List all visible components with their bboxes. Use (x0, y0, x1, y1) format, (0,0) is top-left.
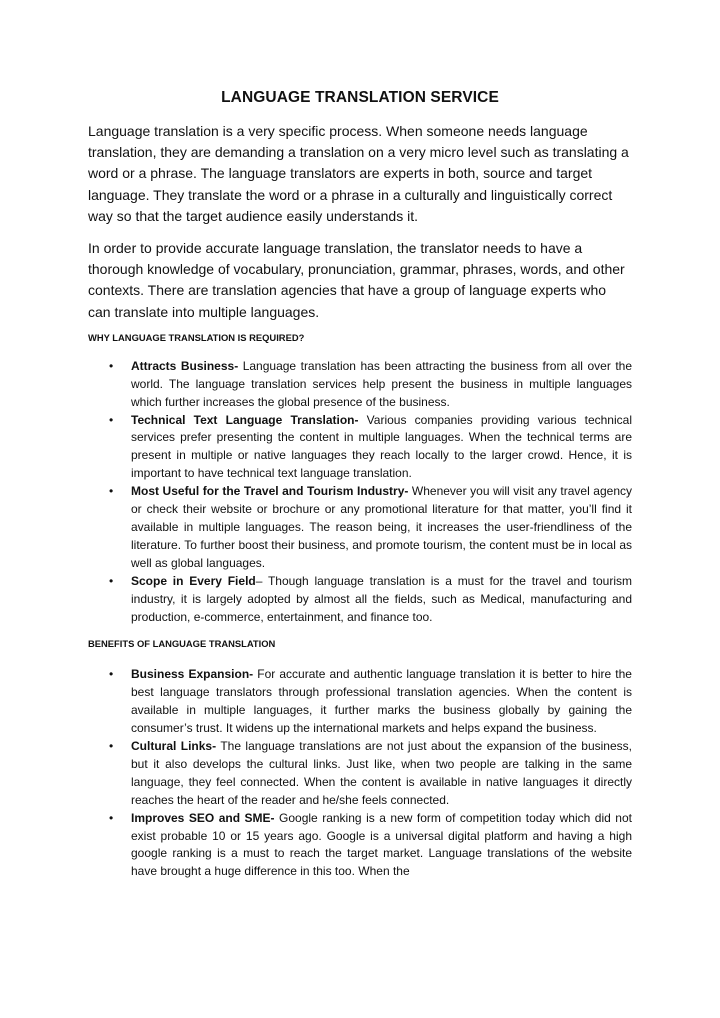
item-term: Technical Text Language Translation- (131, 412, 359, 427)
item-text: – Though language translation is a must for the travel and tourism industry, it is largely adopted by almost all the fields, such as Medical, manufacturing and production, e-commerce, entertainment, and finance too. (131, 573, 633, 624)
item-text: The language translations are not just about the expansion of the business, but it also develops the cultural links. Just like, when two people are talking in the same language, they feel connected. When the content is available in native languages it directly reaches the heart of the reader and he/she feels connected. (131, 739, 632, 807)
list-item (88, 358, 632, 412)
benefits-section-heading: BENEFITS OF LANGUAGE TRANSLATION (88, 638, 276, 650)
item-text: For accurate and authentic language translation it is better to hire the best language translators through professional translation agencies. When the content is available in multiple languages, it further marks the business globally by gaining the consumer’s trust. It widens up the international markets and helps expand the business. (131, 667, 632, 736)
list-item (88, 573, 632, 627)
benefits-list (88, 666, 632, 881)
item-term: Cultural Links- (131, 739, 217, 754)
item-text: Language translation has been attracting the business from all over the world. The language translation services help present the business in multiple languages which further increases the global presence of the business. (131, 358, 632, 409)
bullet-icon: • (109, 739, 114, 754)
item-text: Whenever you will visit any travel agency or check their website or brochure or any promotional literature for that matter, you’ll find it available in multiple languages. The reason being, it increases the user-friendliness of the literature. To further boost their business, and promote tourism, the content must be in local as well as global languages. (131, 484, 633, 570)
list-item (88, 412, 632, 484)
item-text: Various companies providing various technical services prefer presenting the content in multiple languages. When the technical terms are present in multiple or native languages they reach locally to the larger crowd. Hence, it is important to have technical text language translation. (131, 412, 632, 481)
bullet-icon: • (109, 484, 114, 499)
why-section-heading: WHY LANGUAGE TRANSLATION IS REQUIRED? (88, 331, 305, 343)
item-term: Scope in Every Field (131, 573, 256, 588)
why-list (88, 358, 632, 627)
list-item (88, 810, 632, 882)
intro-paragraph: Language translation is a very specific process. When someone needs language translation, they are demanding a translation on a very micro level such as translating a word or a phrase. The language translators are experts in both, source and target language. They translate the word or a phrase in a culturally and linguistically correct way so that the target audience easily understands it. (88, 123, 629, 224)
item-term: Attracts Business- (131, 358, 239, 373)
bullet-icon: • (109, 573, 114, 588)
bullet-icon: • (109, 667, 114, 682)
item-term: Business Expansion- (131, 667, 254, 682)
list-item (88, 666, 632, 738)
item-term: Most Useful for the Travel and Tourism Industry- (131, 484, 409, 499)
item-text: Google ranking is a new form of competition today which did not exist probable 10 or 15 years ago. Google is a universal digital platform and having a high google ranking is a must to reach the target market. Language translations of the website have brought a huge difference in this too. When the (131, 810, 632, 879)
bullet-icon: • (109, 810, 114, 825)
bullet-icon: • (109, 412, 114, 427)
document-title: LANGUAGE TRANSLATION SERVICE (221, 89, 499, 106)
second-paragraph: In order to provide accurate language translation, the translator needs to have a thorough knowledge of vocabulary, pronunciation, grammar, phrases, words, and other contexts. There are translation agencies that have a group of language experts who can translate into multiple languages. (88, 240, 625, 320)
item-term: Improves SEO and SME- (131, 810, 275, 825)
bullet-icon: • (109, 358, 114, 373)
list-item (88, 738, 632, 810)
list-item (88, 483, 632, 573)
